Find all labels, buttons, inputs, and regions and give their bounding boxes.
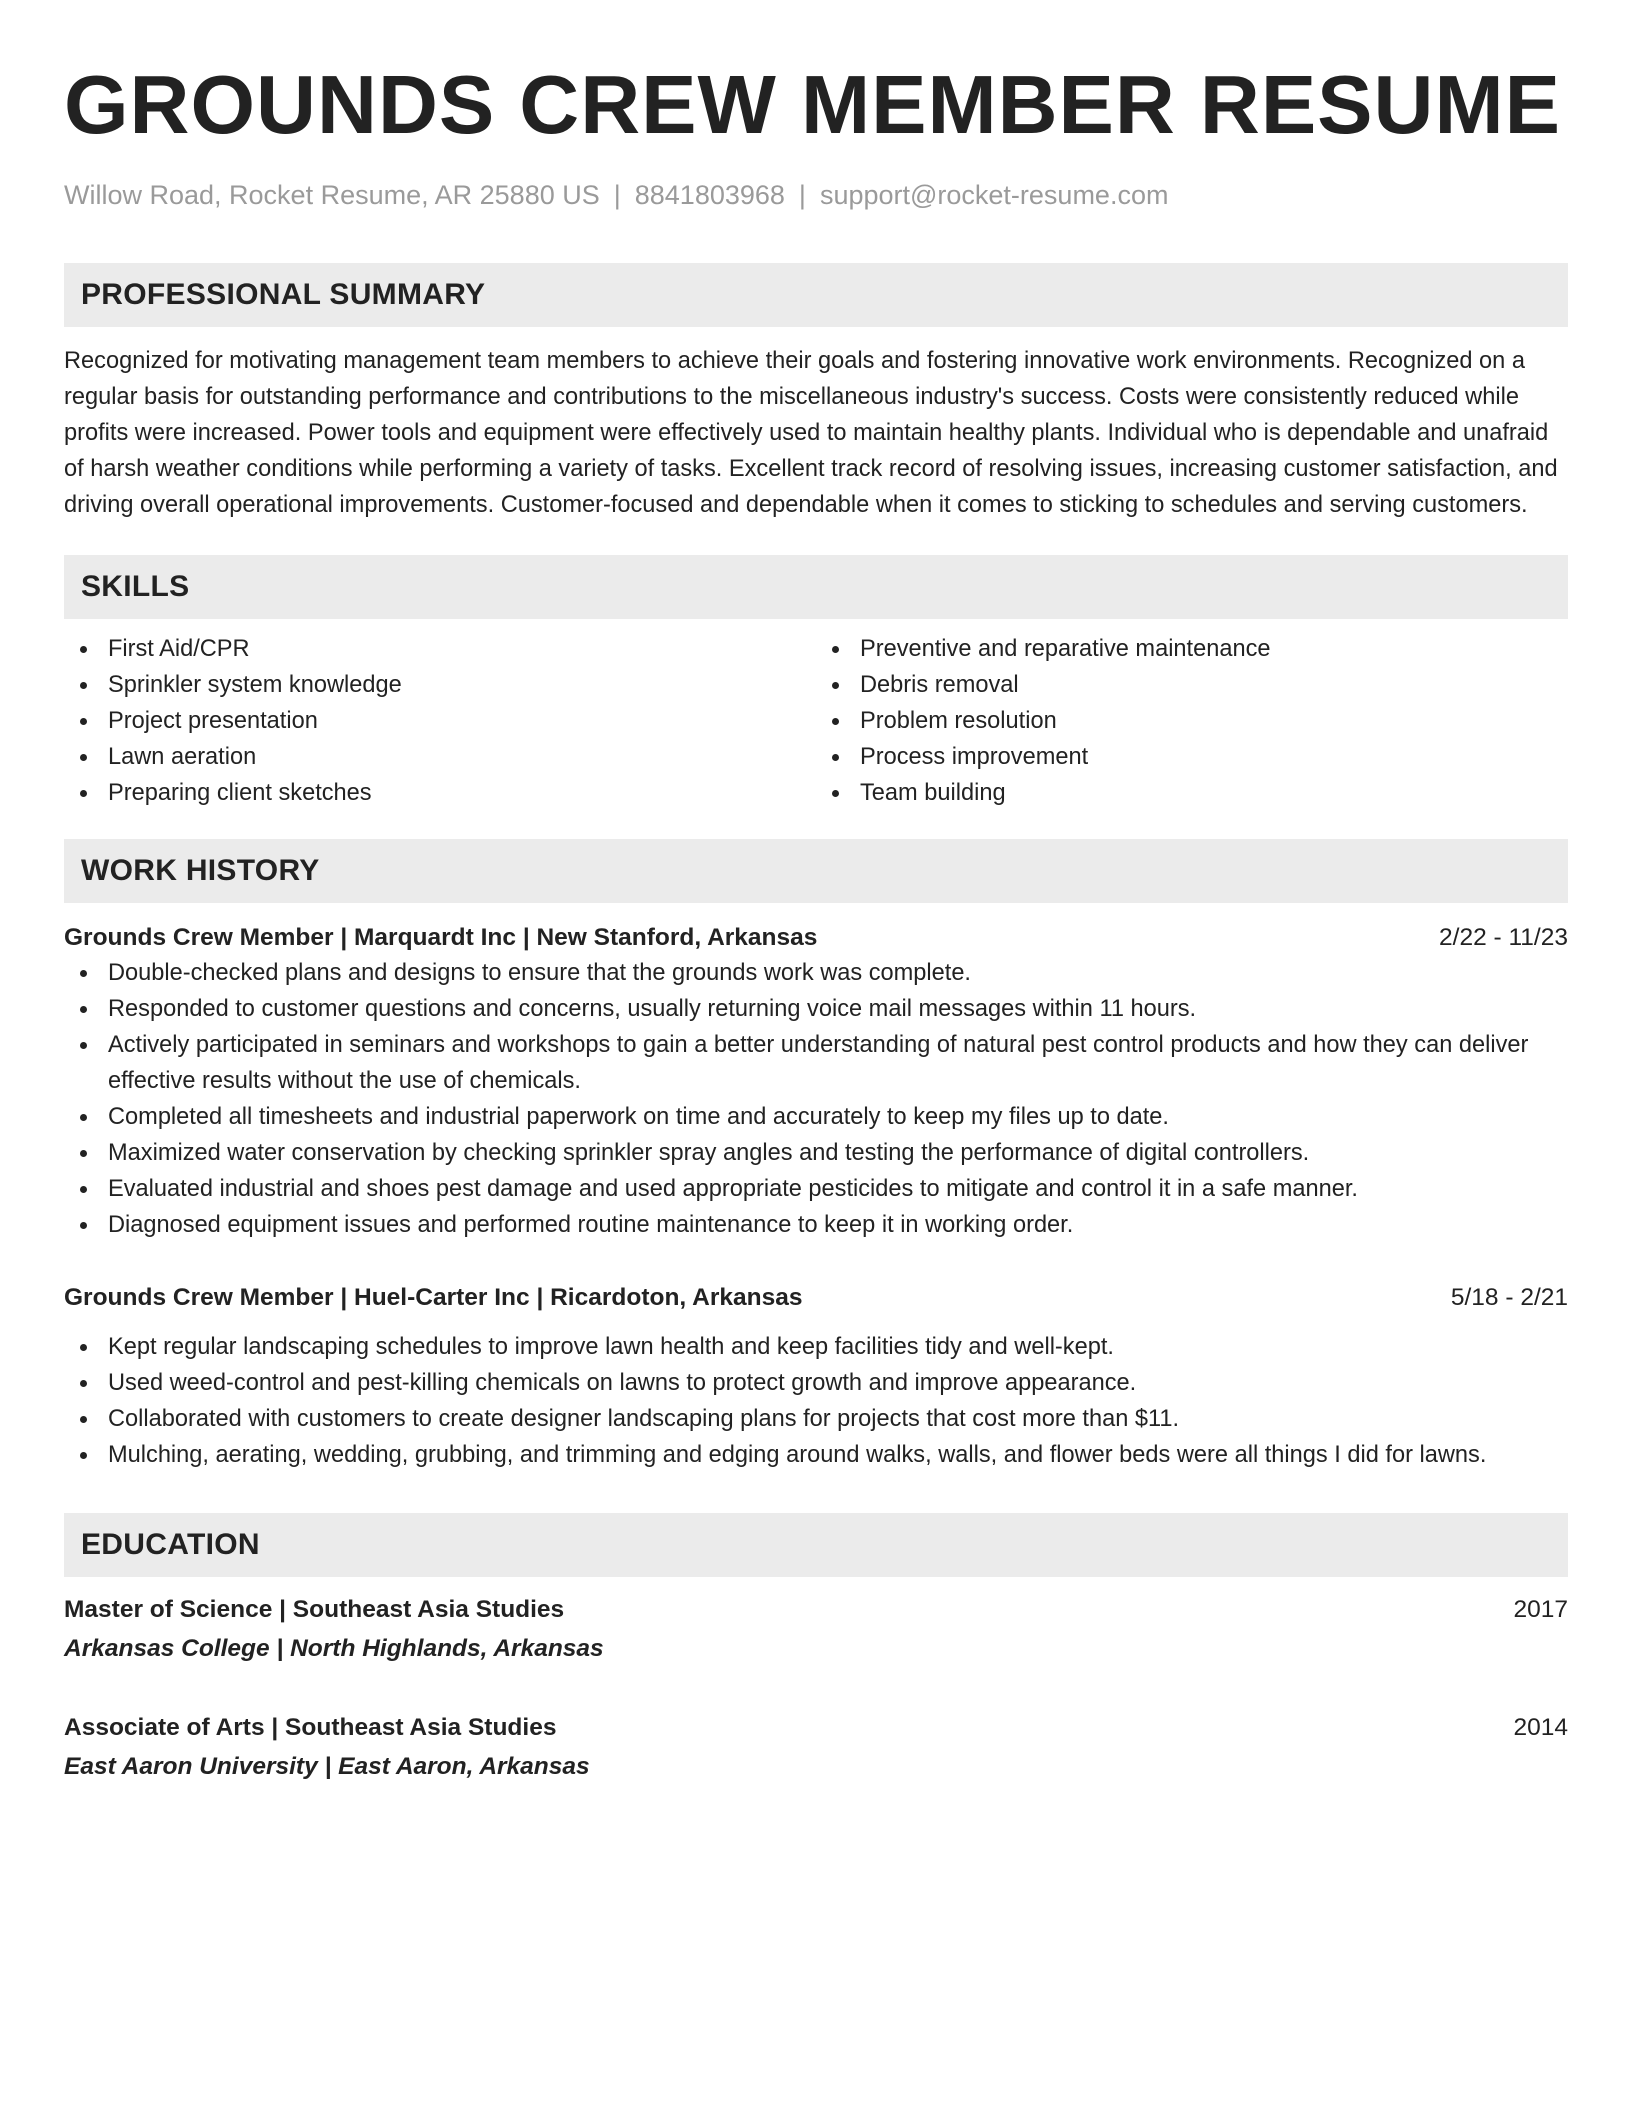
job-title: Grounds Crew Member | Marquardt Inc | New Stanford, Arkansas: [64, 924, 818, 951]
job-entry: [64, 921, 1568, 1243]
skill-item: Process improvement: [816, 739, 1568, 775]
section-header-education: EDUCATION: [64, 1513, 1568, 1577]
graduation-year: 2017: [1513, 1596, 1568, 1623]
school-name: East Aaron University | East Aaron, Arkansas: [64, 1753, 590, 1780]
skill-item: Problem resolution: [816, 703, 1568, 739]
skills-list: [64, 631, 1568, 811]
job-dates: 5/18 - 2/21: [1450, 1284, 1568, 1311]
contact-address: Willow Road, Rocket Resume, AR 25880 US: [64, 180, 600, 210]
education-heading: [64, 1711, 1568, 1745]
contact-separator: |: [798, 180, 806, 210]
job-bullet: Collaborated with customers to create designer landscaping plans for projects that cost more than $11.: [64, 1401, 1568, 1437]
section-header-skills: SKILLS: [64, 555, 1568, 619]
job-entry: [64, 1281, 1568, 1473]
school-name: Arkansas College | North Highlands, Arkansas: [64, 1635, 604, 1662]
job-title: Grounds Crew Member | Huel-Carter Inc | Ricardoton, Arkansas: [64, 1284, 803, 1311]
education-entry: [64, 1593, 1568, 1667]
job-bullet: Mulching, aerating, wedding, grubbing, and trimming and edging around walks, walls, and flower beds were all things I did for lawns.: [64, 1437, 1568, 1473]
graduation-year: 2014: [1513, 1714, 1568, 1741]
skill-item: Preventive and reparative maintenance: [816, 631, 1568, 667]
skill-item: Preparing client sketches: [64, 775, 816, 811]
skills-column-right: [816, 631, 1568, 811]
skill-item: Sprinkler system knowledge: [64, 667, 816, 703]
education-entry: [64, 1711, 1568, 1785]
contact-phone: 8841803968: [634, 180, 785, 210]
job-bullet: Responded to customer questions and concerns, usually returning voice mail messages within 11 hours.: [64, 991, 1568, 1027]
skill-item: Lawn aeration: [64, 739, 816, 775]
skill-item: First Aid/CPR: [64, 631, 816, 667]
job-bullet: Double-checked plans and designs to ensure that the grounds work was complete.: [64, 955, 1568, 991]
resume-title: GROUNDS CREW MEMBER RESUME: [64, 58, 1561, 151]
skill-item: Debris removal: [816, 667, 1568, 703]
degree-title: Master of Science | Southeast Asia Studies: [64, 1596, 565, 1623]
section-header-summary: PROFESSIONAL SUMMARY: [64, 263, 1568, 327]
section-header-work-history: WORK HISTORY: [64, 839, 1568, 903]
job-bullet: Diagnosed equipment issues and performed routine maintenance to keep it in working order.: [64, 1207, 1568, 1243]
skills-column-left: [64, 631, 816, 811]
job-heading: [64, 921, 1568, 955]
summary-text: Recognized for motivating management team members to achieve their goals and fostering innovative work environments. Recognized on a regular basis for outstanding performance and contributions to the miscellaneous industry's success. Costs were consistently reduced while profits were increased. Power tools and equipment were effectively used to maintain healthy plants. Individual who is dependable and unafraid of harsh weather conditions while performing a variety of tasks. Excellent track record of resolving issues, increasing customer satisfaction, and driving overall operational improvements. Customer-focused and dependable when it comes to sticking to schedules and serving customers.: [64, 348, 1558, 518]
job-bullets: [64, 955, 1568, 1243]
job-dates: 2/22 - 11/23: [1439, 924, 1568, 951]
degree-title: Associate of Arts | Southeast Asia Studies: [64, 1714, 557, 1741]
contact-separator: |: [613, 180, 621, 210]
education-heading: [64, 1593, 1568, 1627]
job-bullet: Actively participated in seminars and workshops to gain a better understanding of natural pest control products and how they can deliver effective results without the use of chemicals.: [64, 1027, 1568, 1099]
job-bullet: Evaluated industrial and shoes pest damage and used appropriate pesticides to mitigate and control it in a safe manner.: [64, 1171, 1568, 1207]
contact-email: support@rocket-resume.com: [819, 180, 1169, 210]
job-bullet: Maximized water conservation by checking sprinkler spray angles and testing the performance of digital controllers.: [64, 1135, 1568, 1171]
job-bullet: Completed all timesheets and industrial paperwork on time and accurately to keep my files up to date.: [64, 1099, 1568, 1135]
job-heading: [64, 1281, 1568, 1315]
skill-item: Project presentation: [64, 703, 816, 739]
job-bullet: Kept regular landscaping schedules to improve lawn health and keep facilities tidy and well-kept.: [64, 1329, 1568, 1365]
contact-line: [64, 178, 1568, 212]
skill-item: Team building: [816, 775, 1568, 811]
job-bullet: Used weed-control and pest-killing chemicals on lawns to protect growth and improve appearance.: [64, 1365, 1568, 1401]
job-bullets: [64, 1329, 1568, 1473]
